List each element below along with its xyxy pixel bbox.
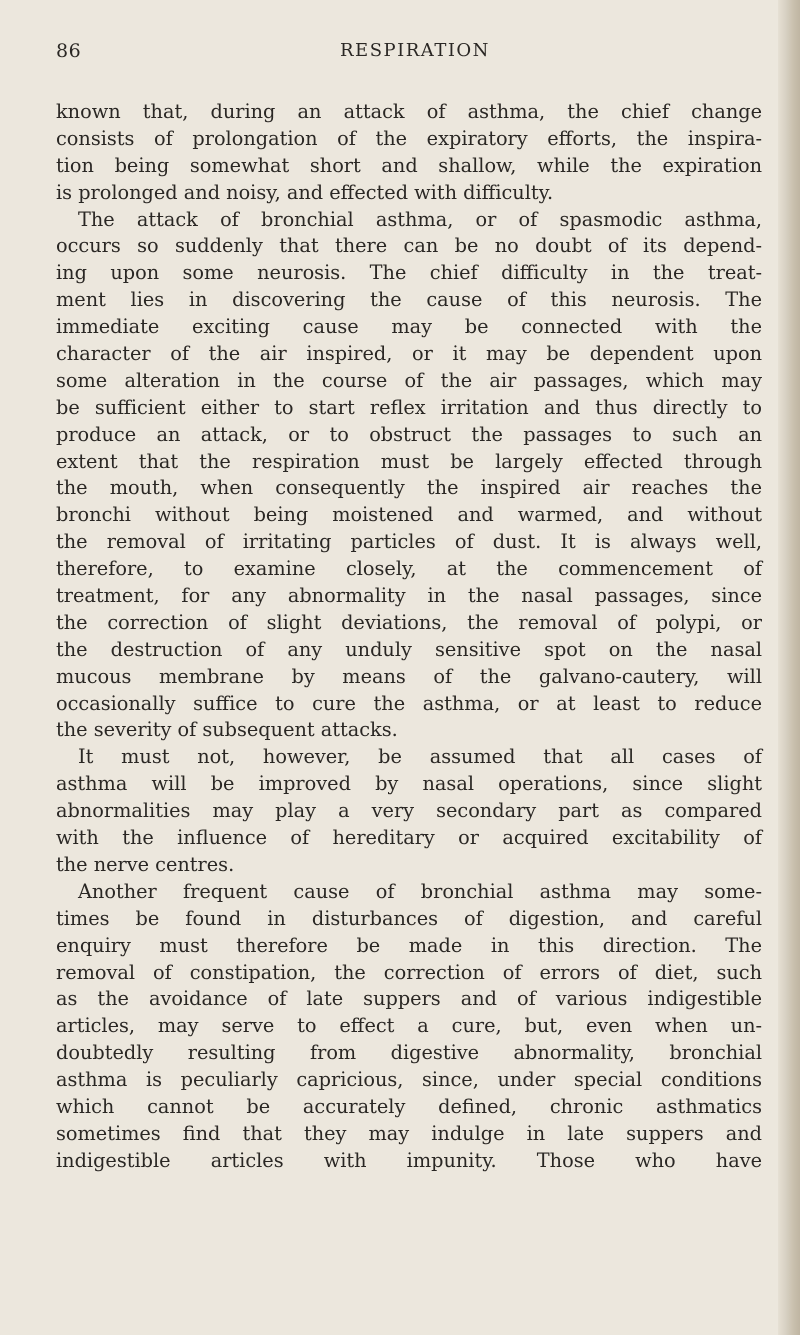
- text-line: enquiry must therefore be made in this direction. The: [56, 933, 762, 957]
- running-head: RESPIRATION: [340, 40, 490, 61]
- text-line: with the influence of hereditary or acquired excitability of: [56, 826, 762, 850]
- text-line: occasionally suffice to cure the asthma, or at least to reduce: [56, 691, 762, 715]
- body-text: [56, 99, 762, 1175]
- page-number: 86: [56, 40, 82, 62]
- paragraph-start-line: Another frequent cause of bronchial asthma may some-: [78, 879, 762, 903]
- paragraph-start-line: The attack of bronchial asthma, or of spasmodic asthma,: [78, 207, 762, 231]
- text-line: sometimes find that they may indulge in late suppers and: [56, 1121, 762, 1145]
- text-line: extent that the respiration must be largely effected through: [56, 449, 762, 473]
- text-line: occurs so suddenly that there can be no doubt of its depend-: [56, 234, 762, 258]
- text-line: the mouth, when consequently the inspired air reaches the: [56, 476, 762, 500]
- text-line: known that, during an attack of asthma, the chief change: [56, 100, 762, 123]
- text-line: articles, may serve to effect a cure, but, even when un-: [56, 1014, 762, 1038]
- text-line: is prolonged and noisy, and effected with difficulty.: [56, 180, 554, 204]
- text-line: abnormalities may play a very secondary part as compared: [56, 799, 762, 823]
- text-line: the destruction of any unduly sensitive spot on the nasal: [56, 637, 762, 661]
- text-line: doubtedly resulting from digestive abnormality, bronchial: [56, 1041, 762, 1065]
- text-line: indigestible articles with impunity. Those who have: [56, 1148, 762, 1172]
- text-line: consists of prolongation of the expiratory efforts, the inspira-: [56, 126, 762, 150]
- paragraph-start-line: It must not, however, be assumed that all cases of: [78, 745, 762, 769]
- text-line: bronchi without being moistened and warmed, and without: [56, 503, 762, 527]
- text-line: character of the air inspired, or it may be dependent upon: [56, 342, 762, 366]
- page-edge-shadow: [778, 0, 800, 1335]
- text-line: treatment, for any abnormality in the nasal passages, since: [56, 584, 762, 608]
- text-line: therefore, to examine closely, at the commencement of: [56, 557, 762, 581]
- text-line: removal of constipation, the correction of errors of diet, such: [56, 960, 762, 984]
- text-line: be sufficient either to start reflex irritation and thus directly to: [56, 395, 762, 419]
- text-line: the nerve centres.: [56, 852, 235, 876]
- text-line: ment lies in discovering the cause of this neurosis. The: [56, 288, 762, 312]
- text-line: the removal of irritating particles of dust. It is always well,: [56, 530, 762, 554]
- text-line: asthma is peculiarly capricious, since, under special conditions: [56, 1068, 762, 1092]
- page-header: [0, 40, 800, 70]
- text-line: the severity of subsequent attacks.: [56, 718, 398, 742]
- text-line: immediate exciting cause may be connected with the: [56, 315, 762, 339]
- text-line: which cannot be accurately defined, chronic asthmatics: [56, 1094, 762, 1118]
- text-line: asthma will be improved by nasal operations, since slight: [56, 772, 762, 796]
- text-line: tion being somewhat short and shallow, while the expiration: [56, 153, 762, 177]
- text-line: as the avoidance of late suppers and of various indigestible: [56, 987, 762, 1011]
- text-line: times be found in disturbances of digestion, and careful: [56, 906, 762, 930]
- text-line: some alteration in the course of the air passages, which may: [56, 368, 762, 392]
- text-line: produce an attack, or to obstruct the passages to such an: [56, 422, 762, 446]
- text-line: the correction of slight deviations, the removal of polypi, or: [56, 610, 762, 634]
- text-line: ing upon some neurosis. The chief difficulty in the treat-: [56, 261, 762, 285]
- text-line: mucous membrane by means of the galvano-cautery, will: [56, 664, 762, 688]
